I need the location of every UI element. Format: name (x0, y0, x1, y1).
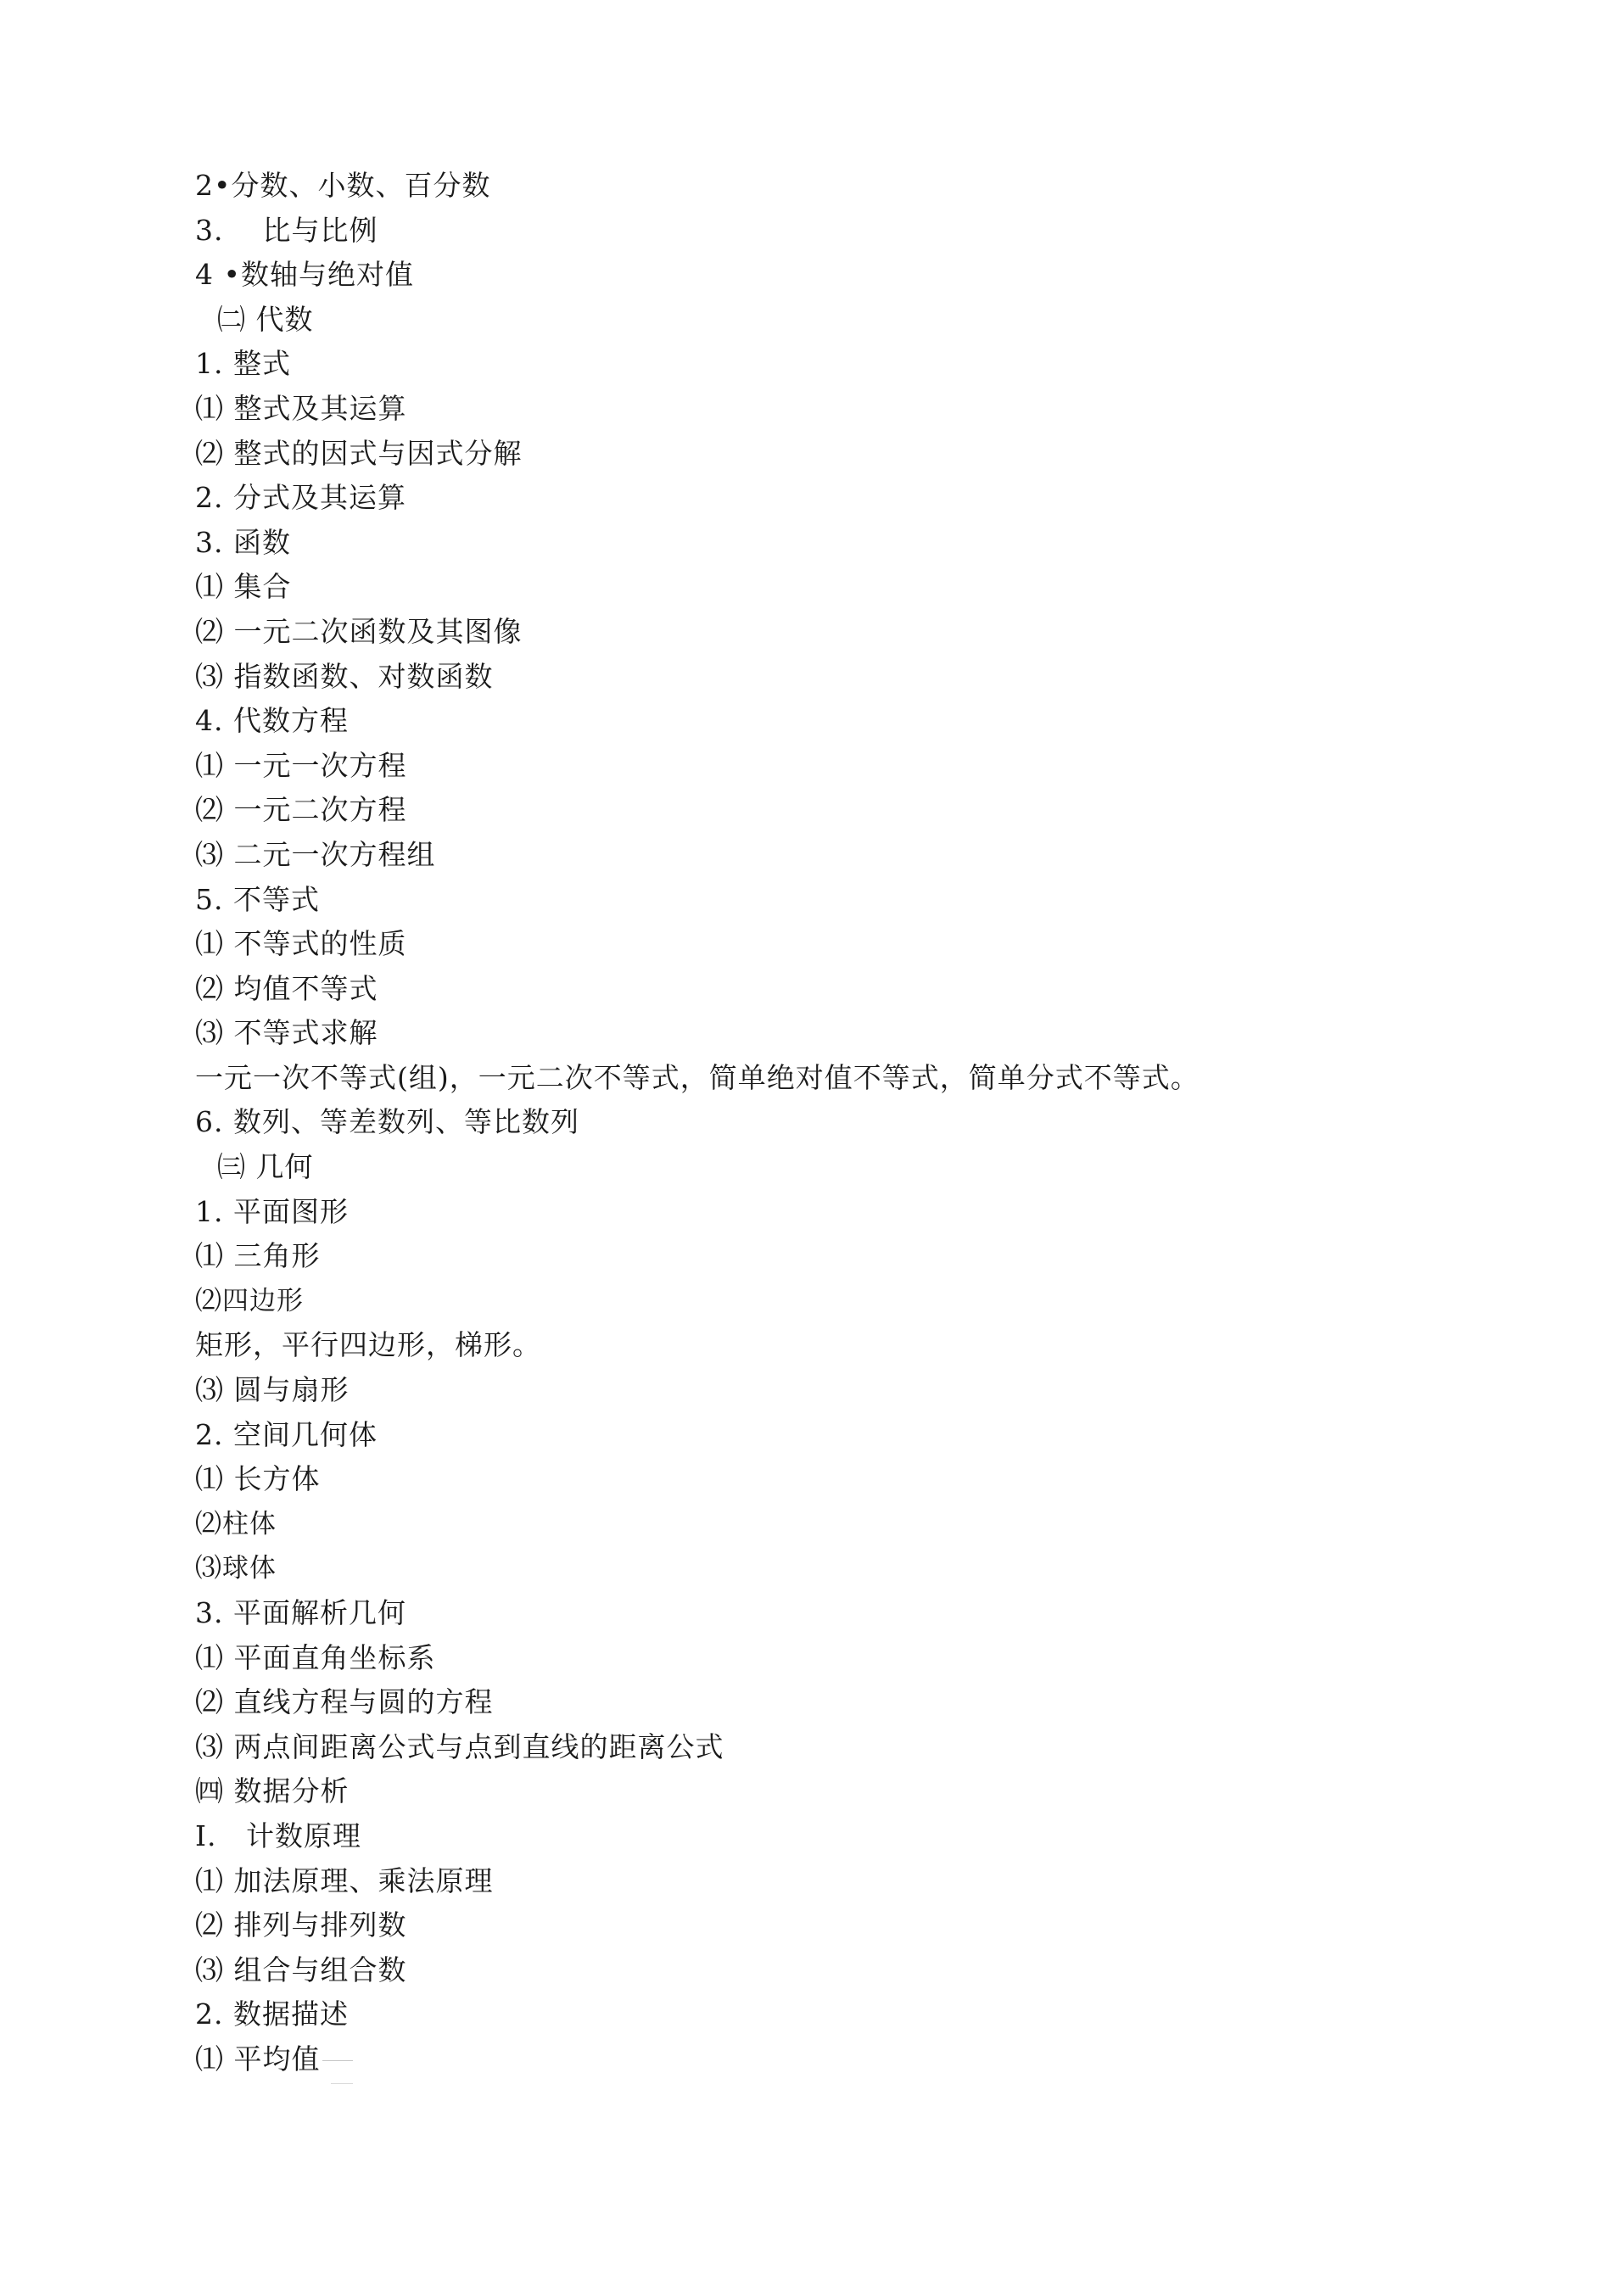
sub-linear-system: ⑶ 二元一次方程组 (195, 837, 436, 871)
item-plane-figures: 1. 平面图形 (195, 1194, 349, 1228)
item-analytic-geometry: 3. 平面解析几何 (195, 1596, 406, 1629)
sub-addition-multiplication: ⑴ 加法原理、乘法原理 (195, 1863, 494, 1897)
item-inequalities: 5. 不等式 (195, 882, 320, 916)
item-counting: I. 计数原理 (195, 1818, 361, 1852)
sub-cuboid: ⑴ 长方体 (195, 1462, 321, 1496)
sub-combinations: ⑶ 组合与组合数 (195, 1952, 407, 1986)
trailing-tick (331, 2083, 353, 2084)
sub-sphere: ⑶球体 (195, 1553, 277, 1584)
sub-sets: ⑴ 集合 (195, 570, 292, 604)
sub-exp-log: ⑶ 指数函数、对数函数 (195, 659, 494, 693)
section-geometry: ㈢ 几何 (217, 1150, 314, 1184)
sub-mean-inequality: ⑵ 均值不等式 (195, 971, 378, 1005)
quadrilateral-types-note: 矩形，平行四边形，梯形。 (195, 1328, 541, 1362)
document-body (195, 164, 1468, 2082)
sub-quadrilateral: ⑵四边形 (195, 1285, 304, 1316)
item-ratio: 3. 比与比例 (195, 213, 378, 247)
sub-factorization: ⑵ 整式的因式与因式分解 (195, 436, 523, 470)
section-data-analysis: ㈣ 数据分析 (195, 1774, 350, 1808)
item-sequences: 6. 数列、等差数列、等比数列 (195, 1105, 579, 1139)
item-polynomial: 1. 整式 (195, 347, 291, 381)
sub-mean-line (195, 2037, 1468, 2082)
sub-permutations: ⑵ 排列与排列数 (195, 1908, 407, 1942)
item-solid-geometry: 2. 空间几何体 (195, 1417, 378, 1451)
sub-line-circle-equations: ⑵ 直线方程与圆的方程 (195, 1685, 494, 1719)
sub-linear-equation: ⑴ 一元一次方程 (195, 748, 407, 782)
sub-triangle: ⑴ 三角形 (195, 1239, 321, 1273)
sub-quadratic-equation: ⑵ 一元二次方程 (195, 793, 407, 827)
sub-prism: ⑵柱体 (195, 1508, 277, 1539)
sub-coordinate-system: ⑴ 平面直角坐标系 (195, 1640, 436, 1674)
trailing-dash (322, 2060, 353, 2061)
sub-inequality-solving: ⑶ 不等式求解 (195, 1016, 378, 1050)
item-data-description: 2. 数据描述 (195, 1997, 349, 2031)
sub-inequality-properties: ⑴ 不等式的性质 (195, 927, 407, 961)
item-number-line: 4 •数轴与绝对值 (195, 258, 414, 292)
sub-quadratic-function: ⑵ 一元二次函数及其图像 (195, 614, 523, 648)
item-functions: 3. 函数 (195, 525, 291, 559)
item-fractional-expr: 2. 分式及其运算 (195, 481, 406, 515)
item-equations: 4. 代数方程 (195, 704, 349, 738)
sub-distance-formulas: ⑶ 两点间距离公式与点到直线的距离公式 (195, 1729, 724, 1763)
sub-circle-sector: ⑶ 圆与扇形 (195, 1373, 350, 1407)
sub-mean: ⑴ 平均值 (195, 2042, 321, 2075)
sub-polynomial-ops: ⑴ 整式及其运算 (195, 391, 407, 425)
item-fractions: 2•分数、小数、百分数 (195, 169, 491, 202)
inequality-types-note: 一元一次不等式(组)，一元二次不等式，简单绝对值不等式，简单分式不等式。 (195, 1060, 1200, 1094)
section-algebra: ㈡ 代数 (217, 302, 314, 336)
